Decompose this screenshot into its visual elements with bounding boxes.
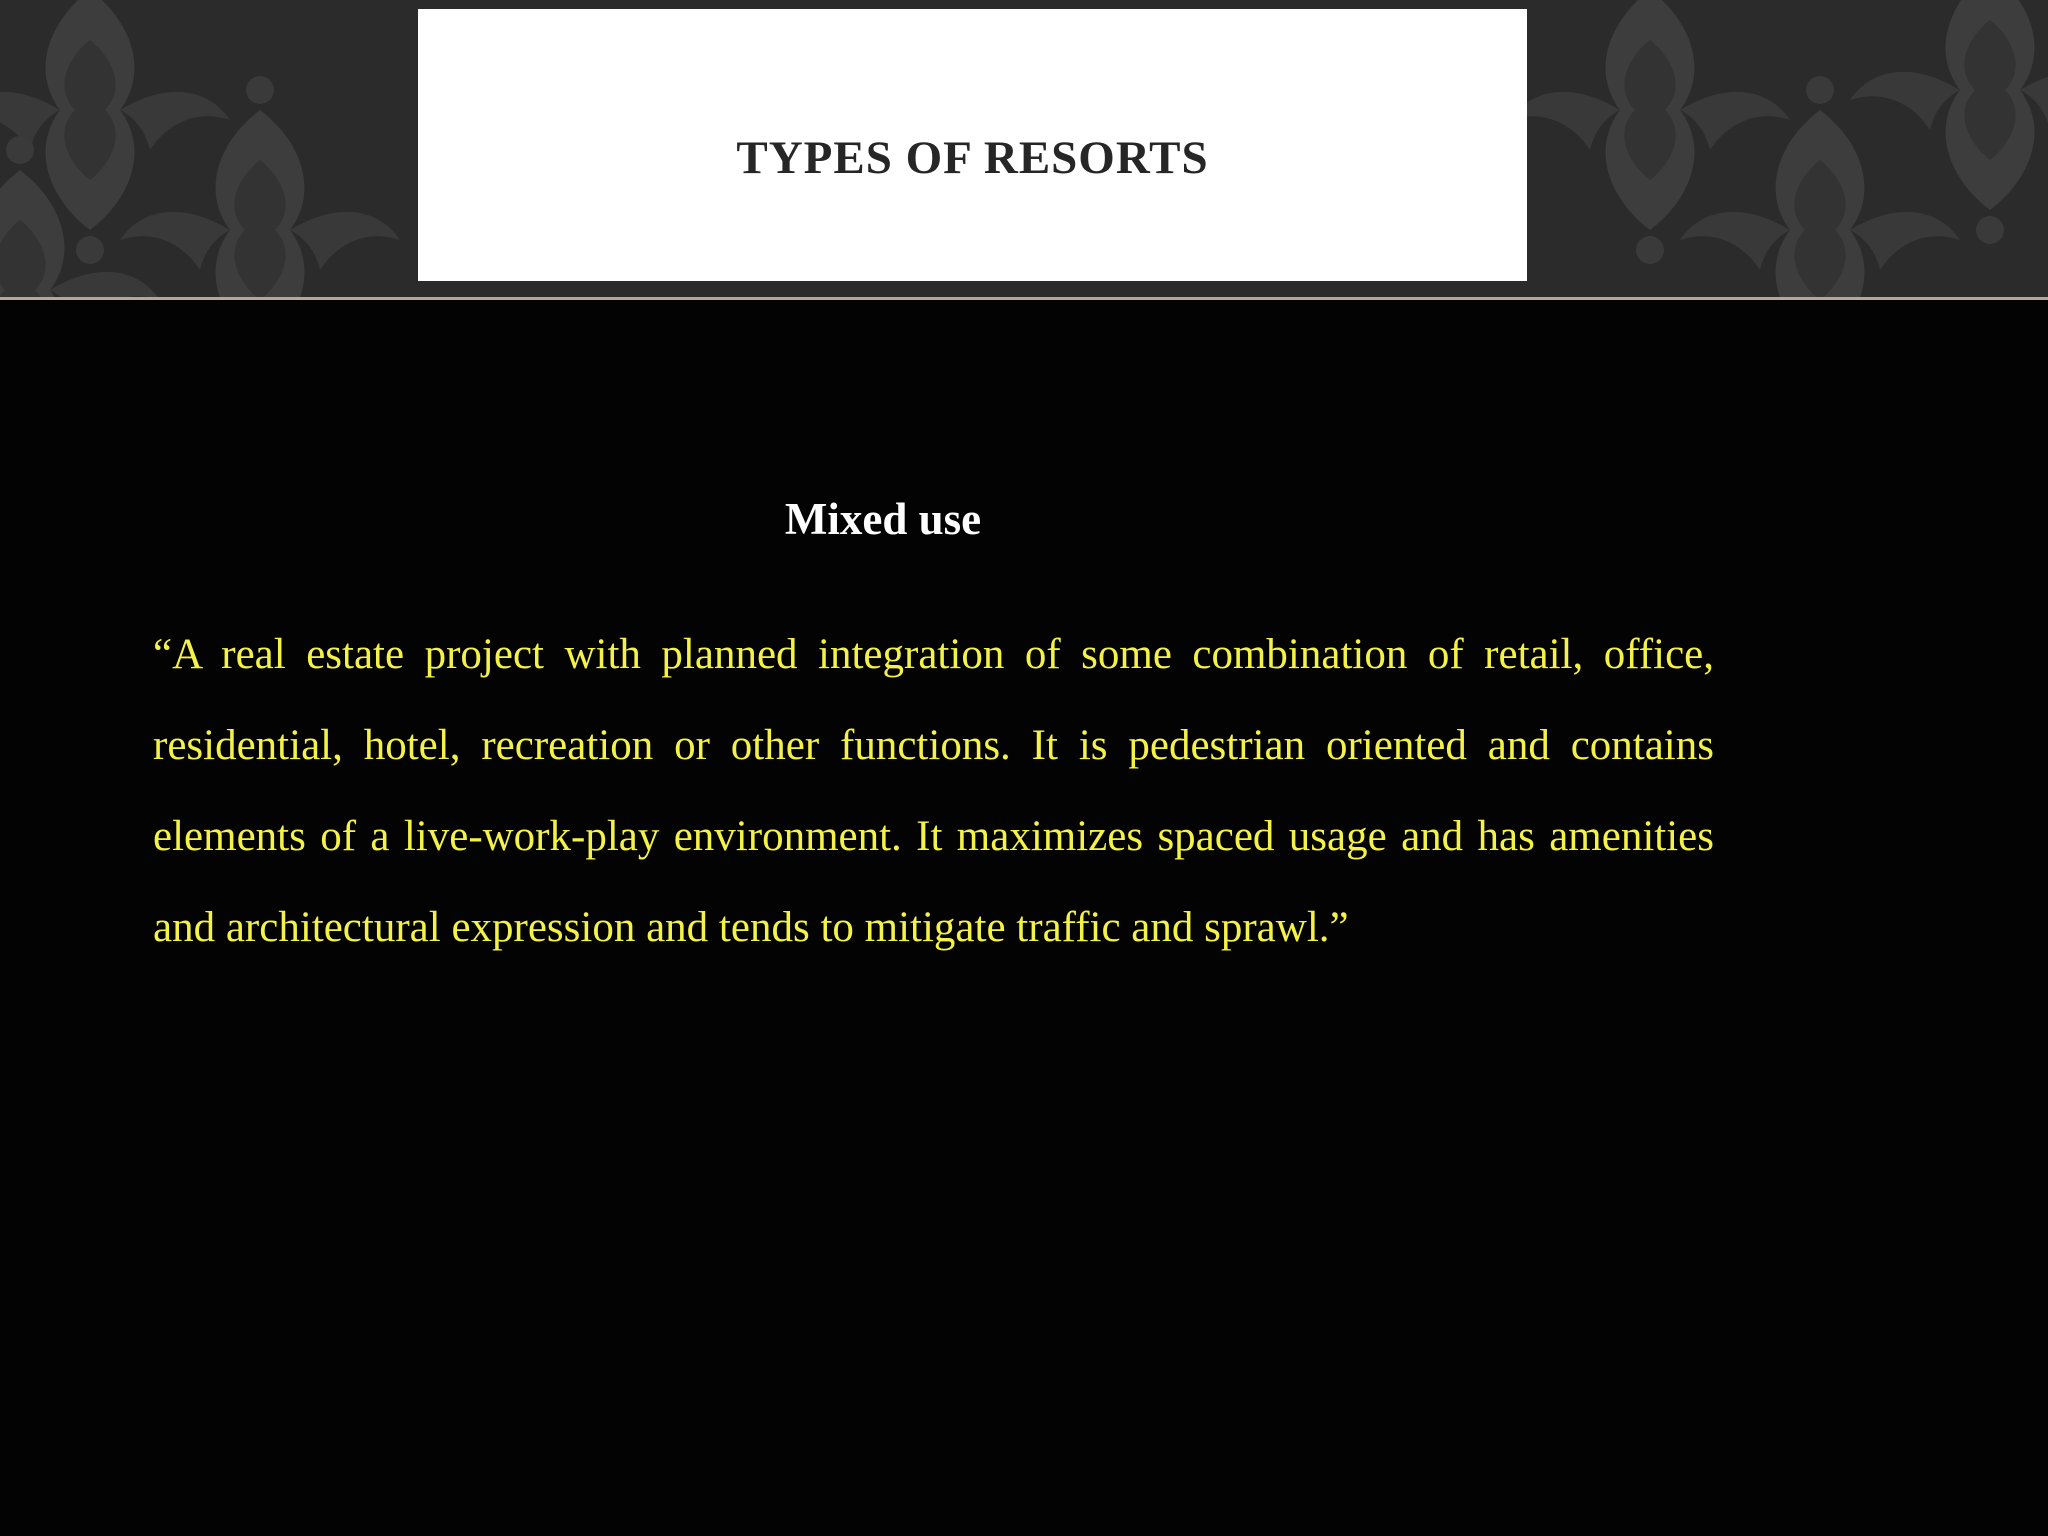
slide-title: TYPES OF RESORTS	[736, 132, 1209, 184]
definition-quote: “A real estate project with planned integration of some combination of retail, office, residential, hotel, recreation or other functions. It is pedestrian oriented and contains elements of a live-work-play environment. It maximizes spaced usage and has amenities and architectural expression and tends to mitigate traffic and sprawl.”	[153, 631, 1714, 951]
subheading-mixed-use: Mixed use	[784, 494, 982, 544]
header-divider-rule	[0, 297, 2048, 300]
title-box	[418, 9, 1527, 281]
